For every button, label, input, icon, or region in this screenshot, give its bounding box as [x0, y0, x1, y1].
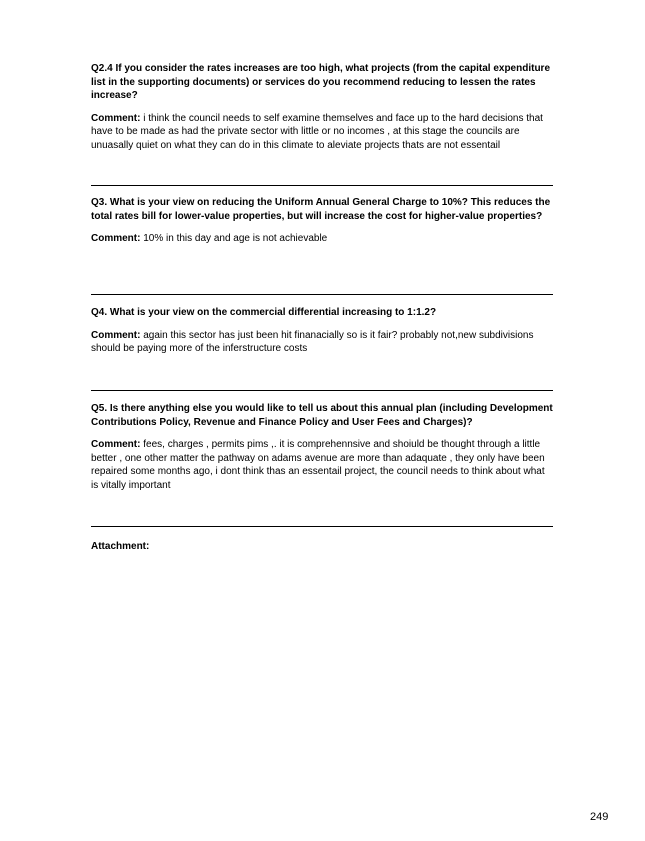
- comment-label: Comment:: [91, 112, 141, 124]
- question-text: Q5. Is there anything else you would like to tell us about this annual plan (including Development Contributions Policy, Revenue and Finance Policy and User Fees and Charges)?: [91, 403, 553, 428]
- question-text: Q4. What is your view on the commercial differential increasing to 1:1.2?: [91, 307, 437, 318]
- page-number: 249: [590, 811, 609, 823]
- question-section-q5: [91, 402, 553, 492]
- comment-block: [91, 232, 553, 246]
- section-divider: [91, 526, 553, 527]
- section-divider: [91, 294, 553, 295]
- section-divider: [91, 390, 553, 391]
- comment-block: [91, 112, 553, 153]
- comment-text: again this sector has just been hit finanacially so is it fair? probably not,new subdivisions should be paying more of the inferstructure costs: [91, 329, 534, 354]
- attachment-label: Attachment:: [91, 541, 150, 552]
- question-section-q4: [91, 306, 553, 356]
- section-divider: [91, 185, 553, 186]
- comment-text: fees, charges , permits pims ,. it is comprehennsive and shoiuld be thought through a little better , one other matter the pathway on adams avenue are more than adaquate , they only have been repaired some months ago, i dont think thas an essentail project, the council needs to think about what is vitally important: [91, 439, 545, 491]
- comment-block: [91, 329, 553, 356]
- comment-label: Comment:: [91, 233, 141, 244]
- question-section-q2-4: [91, 62, 553, 152]
- comment-text: i think the council needs to self examine themselves and face up to the hard decisions that have to be made as had the private sector with little or no incomes , at this stage the councils are unuasally quiet on what they can do in this climate to aleviate projects thats are not essentail: [91, 112, 543, 151]
- comment-label: Comment:: [91, 439, 141, 450]
- comment-text: 10% in this day and age is not achievable: [143, 233, 328, 244]
- question-section-q3: [91, 196, 553, 246]
- comment-label: Comment:: [91, 329, 141, 341]
- question-text: Q2.4 If you consider the rates increases are too high, what projects (from the capital expenditure list in the supporting documents) or services do you recommend reducing to lessen the rates increase?: [91, 63, 551, 101]
- question-text: Q3. What is your view on reducing the Uniform Annual General Charge to 10%? This reduces the total rates bill for lower-value properties, but will increase the cost for higher-value properties?: [91, 197, 551, 222]
- comment-block: [91, 438, 553, 492]
